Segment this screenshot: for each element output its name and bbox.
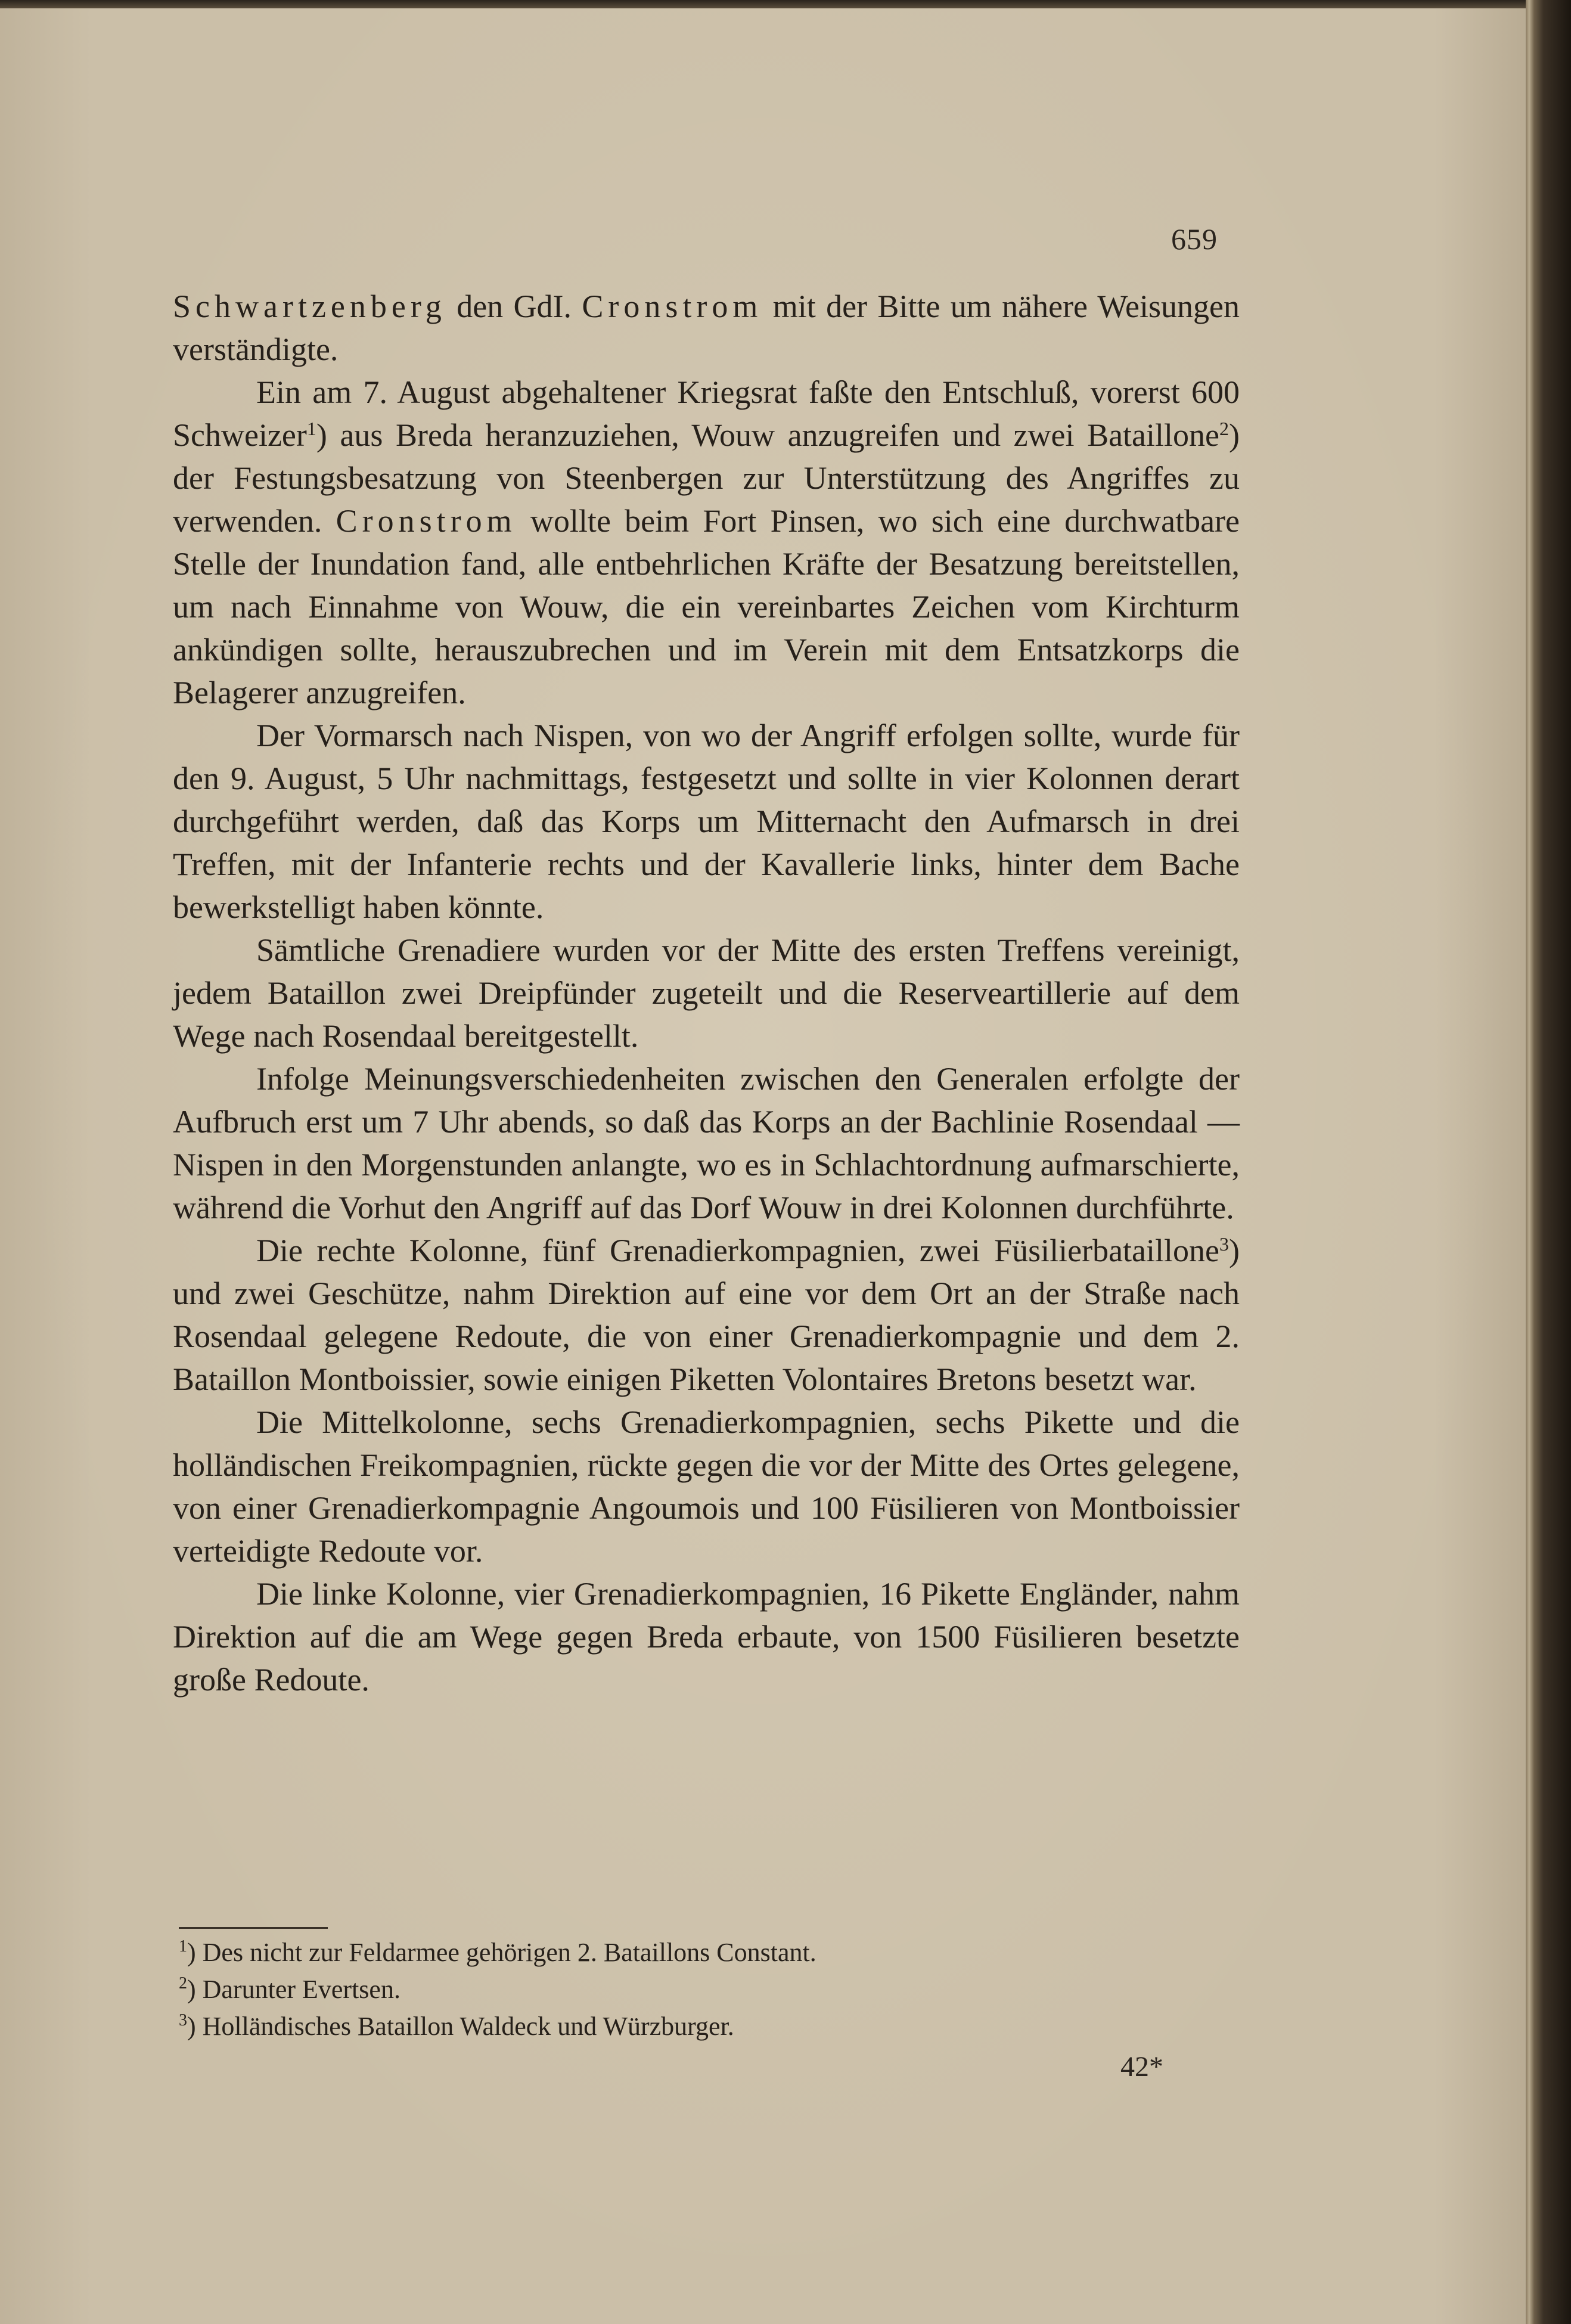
footnote-reference: 3 <box>1219 1233 1230 1255</box>
text-segment: Infolge Meinungsverschiedenheiten zwischen den Generalen erfolgte der Aufbruch erst um 7 Uhr abends, so daß das Korps an der Bachlinie Rosendaal — Nispen in den Morgenstunden anlangte, wo es in Schlachtordnung aufmarschierte, während die Vorhut den Angriff auf das Dorf Wouw in drei Kolonnen durchführte. <box>173 1061 1240 1225</box>
text-segment: wollte beim Fort Pinsen, wo sich eine durchwatbare Stelle der Inundation fand, alle entbehrlichen Kräfte der Besatzung bereitstellen, um nach Einnahme von Wouw, die ein vereinbartes Zeichen vom Kirchturm ankündigen sollte, herauszubrechen und im Verein mit dem Entsatzkorps die Belagerer anzugreifen. <box>173 503 1240 710</box>
footnote-mark: 3 <box>179 2011 187 2030</box>
text-segment: Ein am 7. August abgehaltener Kriegsrat faßte den Entschluß, vorerst 600 Schweizer <box>173 374 1240 453</box>
emphasized-name: Cronstrom <box>336 503 517 539</box>
text-segment: den GdI. <box>446 288 582 324</box>
footnote-text: ) Holländisches Bataillon Waldeck und Würzburger. <box>187 2012 734 2041</box>
footnote-mark: 1 <box>179 1937 187 1956</box>
paragraph <box>173 1401 1240 1572</box>
text-segment: Sämtliche Grenadiere wurden vor der Mitte des ersten Treffens vereinigt, jedem Bataillon zwei Dreipfünder zugeteilt und die Reserveartillerie auf dem Wege nach Rosendaal bereitgestellt. <box>173 932 1240 1054</box>
paragraph <box>173 1572 1240 1701</box>
footnote-reference: 2 <box>1219 418 1230 439</box>
signature-mark: 42* <box>1120 2051 1163 2083</box>
emphasized-name: Cronstrom <box>582 288 763 324</box>
text-segment: mit der Bitte um nähere Weisungen verständigte. <box>173 288 1240 367</box>
text-segment: ) aus Breda heranzuziehen, Wouw anzugreifen und zwei Bataillone <box>316 417 1220 453</box>
page-number: 659 <box>1171 222 1218 256</box>
text-segment: ) der Festungsbesatzung von Steenbergen zur Unterstützung des Angriffes zu verwenden. <box>173 417 1240 539</box>
book-binding-edge <box>1526 0 1571 2324</box>
footnote-mark: 2 <box>179 1974 187 1993</box>
paragraph <box>173 285 1240 371</box>
paragraph <box>173 1057 1240 1229</box>
text-segment: ) und zwei Geschütze, nahm Direktion auf eine vor dem Ort an der Straße nach Rosendaal gelegene Redoute, die von einer Grenadierkompagnie und dem 2. Bataillon Montboissier, sowie einigen Piketten Volontaires Bretons besetzt war. <box>173 1233 1240 1397</box>
footnote-reference: 1 <box>306 418 316 439</box>
emphasized-name: Schwartzenberg <box>173 288 446 324</box>
footnote-rule <box>179 1927 328 1929</box>
footnote-text: ) Darunter Evertsen. <box>187 1975 400 2004</box>
page-top-edge <box>0 0 1526 8</box>
footnote <box>179 1934 1240 1971</box>
text-segment: Die linke Kolonne, vier Grenadierkompagnien, 16 Pikette Engländer, nahm Direktion auf die am Wege gegen Breda erbaute, von 1500 Füsilieren besetzte große Redoute. <box>173 1576 1240 1698</box>
footnote <box>179 2008 1240 2045</box>
body-text <box>173 285 1240 1701</box>
text-segment: Die rechte Kolonne, fünf Grenadierkompagnien, zwei Füsilierbataillone <box>256 1233 1220 1268</box>
paragraph <box>173 714 1240 929</box>
text-segment: Die Mittelkolonne, sechs Grenadierkompagnien, sechs Pikette und die holländischen Freikompagnien, rückte gegen die vor der Mitte des Ortes gelegene, von einer Grenadierkompagnie Angoumois und 100 Füsilieren von Montboissier verteidigte Redoute vor. <box>173 1404 1240 1569</box>
paragraph <box>173 929 1240 1057</box>
paragraph <box>173 1229 1240 1401</box>
footnote-text: ) Des nicht zur Feldarmee gehörigen 2. Bataillons Constant. <box>187 1938 816 1967</box>
paragraph <box>173 371 1240 714</box>
footnote <box>179 1971 1240 2008</box>
text-segment: Der Vormarsch nach Nispen, von wo der Angriff erfolgen sollte, wurde für den 9. August, 5 Uhr nachmittags, festgesetzt und sollte in vier Kolonnen derart durchgeführt werden, daß das Korps um Mitternacht den Aufmarsch in drei Treffen, mit der Infanterie rechts und der Kavallerie links, hinter dem Bache bewerkstelligt haben könnte. <box>173 718 1240 925</box>
footnotes <box>179 1934 1240 2045</box>
